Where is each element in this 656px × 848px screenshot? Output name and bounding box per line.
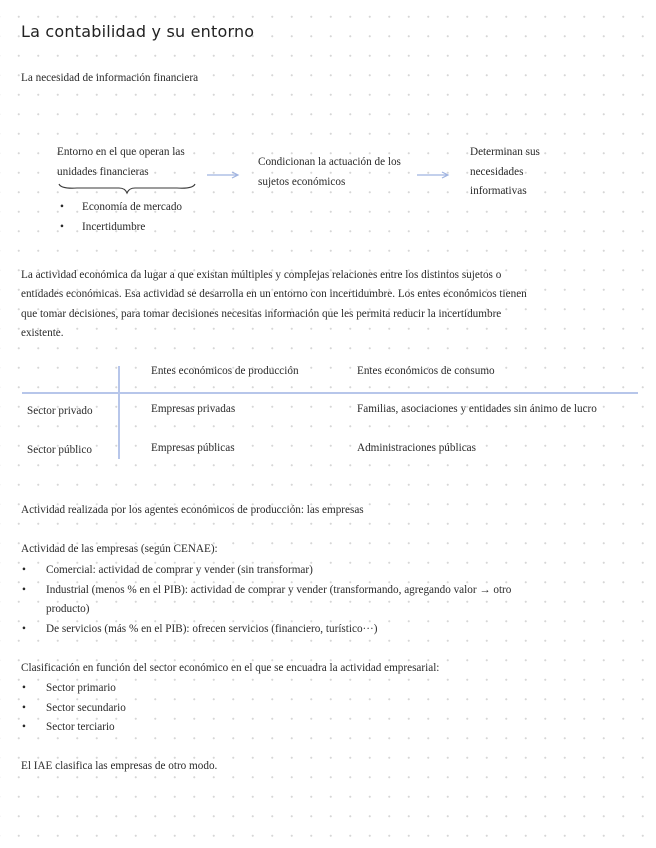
list-item: Comercial: actividad de comprar y vender (sin transformar): [46, 564, 313, 576]
diagram-box-determinan: Determinan sus necesidades informativas: [470, 146, 540, 197]
brace-icon: [57, 181, 197, 195]
bullet-dot: •: [60, 201, 64, 213]
table-cell: Empresas privadas: [151, 403, 236, 415]
bullet-dot: •: [22, 721, 26, 733]
bullet-dot: •: [22, 584, 26, 596]
page-title: La contabilidad y su entorno: [21, 22, 255, 41]
list-item: Economía de mercado: [82, 201, 183, 213]
list-item: Industrial (menos % en el PIB): actividad de comprar y vender (transformando, agregando valor → otro: [46, 584, 512, 596]
table-row-label: Sector privado: [27, 405, 93, 417]
section-heading: Clasificación en función del sector económico en el que se encuadra la actividad empresarial:: [21, 662, 440, 674]
table-cell: Familias, asociaciones y entidades sin ánimo de lucro: [357, 403, 597, 415]
table-header: Entes económicos de producción: [151, 365, 299, 377]
list-item: Sector secundario: [46, 702, 126, 714]
section-heading: Actividad de las empresas (según CENAE):: [21, 543, 218, 555]
table-divider-horizontal: [22, 392, 638, 394]
bullet-dot: •: [22, 623, 26, 635]
paragraph-line: La actividad económica da lugar a que existan múltiples y complejas relaciones entre los distintos sujetos o: [21, 269, 502, 281]
table-header: Entes económicos de consumo: [357, 365, 495, 377]
diagram-box-entorno: Entorno en el que operan las unidades financieras: [57, 146, 185, 178]
diagram-box-condicionan: Condicionan la actuación de los sujetos económicos: [258, 156, 401, 188]
iae-note: El IAE clasifica las empresas de otro modo.: [21, 760, 218, 772]
table-divider-vertical: [118, 366, 120, 459]
paragraph-line: entidades económicas. Esa actividad se desarrolla en un entorno con incertidumbre. Los entes económicos tienen: [21, 288, 527, 300]
list-item: Incertidumbre: [82, 221, 146, 233]
arrow-right-icon: [206, 170, 240, 180]
bullet-dot: •: [22, 702, 26, 714]
table-cell: Administraciones públicas: [357, 442, 476, 454]
section-subtitle: La necesidad de información financiera: [21, 72, 199, 84]
list-item: De servicios (más % en el PIB): ofrecen servicios (financiero, turístico···): [46, 623, 378, 635]
table-row-label: Sector público: [27, 444, 92, 456]
paragraph-line: existente.: [21, 327, 64, 339]
list-item-continuation: producto): [46, 603, 90, 615]
activity-statement: Actividad realizada por los agentes económicos de producción: las empresas: [21, 504, 364, 516]
arrow-right-icon: [416, 170, 450, 180]
paragraph-line: que tomar decisiones, para tomar decisiones necesitas información que les permita reducir la incertidumbre: [21, 308, 502, 320]
bullet-dot: •: [60, 221, 64, 233]
table-cell: Empresas públicas: [151, 442, 235, 454]
list-item: Sector terciario: [46, 721, 115, 733]
bullet-dot: •: [22, 564, 26, 576]
bullet-dot: •: [22, 682, 26, 694]
list-item: Sector primario: [46, 682, 116, 694]
